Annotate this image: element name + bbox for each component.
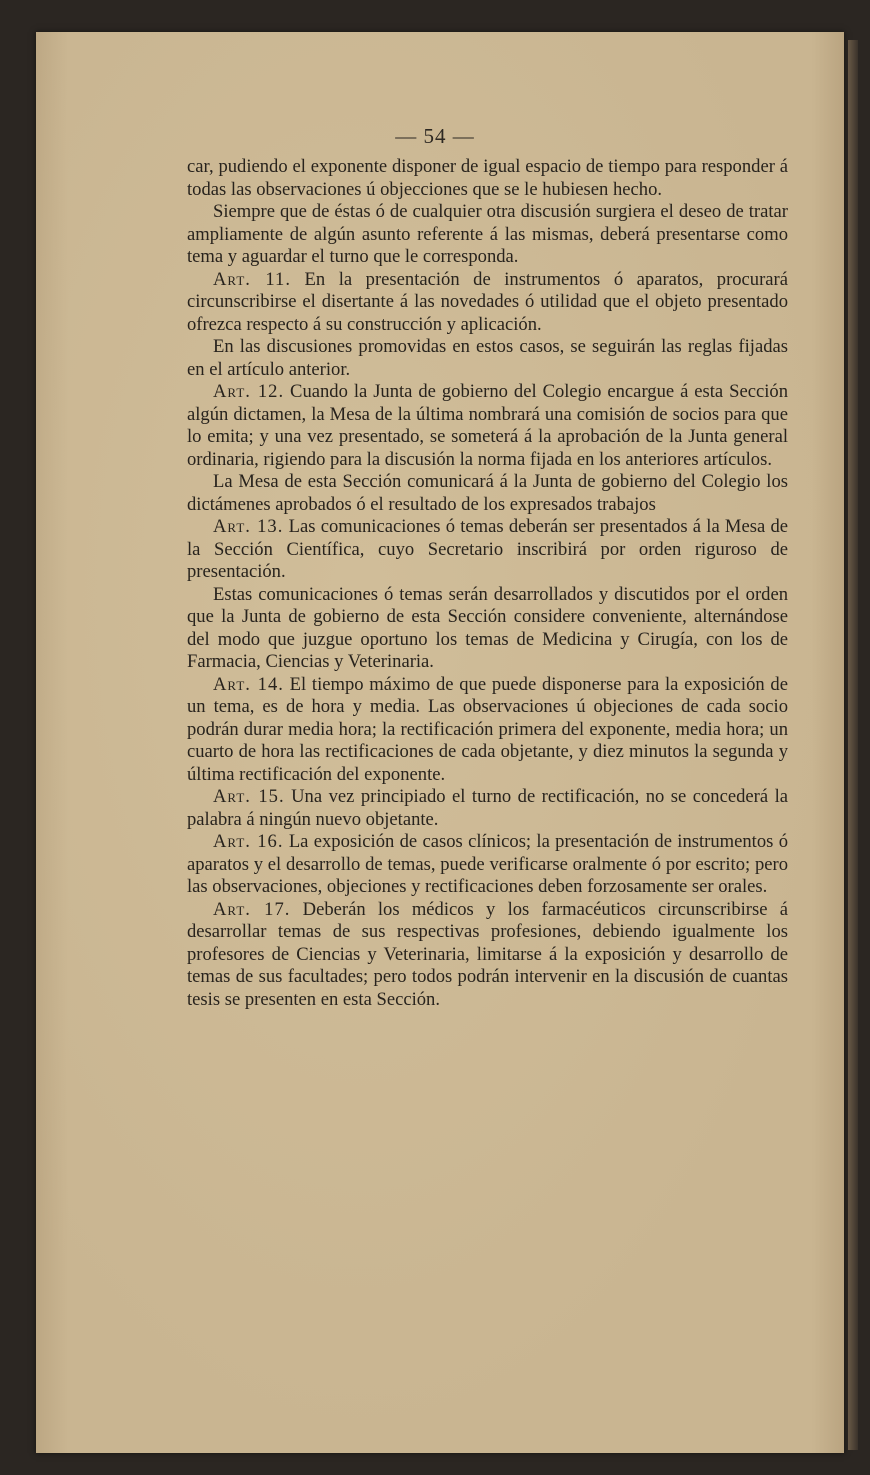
article-label: Art. 14. [213, 673, 284, 695]
paragraph [187, 471, 788, 516]
paragraph-text: En la presentación de instrumentos ó aparatos, procurará circunscribirse el disertante á las novedades ó utilidad que el objeto presentado ofrezca respecto á su construcción y aplicación. [187, 268, 788, 335]
paragraph [187, 381, 788, 471]
article-label: Art. 17. [213, 898, 291, 920]
paragraph-text: car, pudiendo el exponente disponer de igual espacio de tiempo para responder á todas las observaciones ú objecciones que se le hubiesen hecho. [187, 156, 788, 200]
paragraph [187, 156, 788, 201]
paragraph [187, 831, 788, 899]
page-number: — 54 — [395, 124, 475, 148]
paragraph [187, 201, 788, 269]
paragraph-text: Deberán los médicos y los farmacéuticos circunscribirse á desarrollar temas de sus respectivas profesiones, debiendo igualmente los profesores de Ciencias y Veterinaria, limitarse á la exposición y desarrollo de temas de sus facultades; pero todos podrán intervenir en la discusión de cuantas tesis se presenten en esta Sección. [187, 898, 788, 1010]
paragraph [187, 674, 788, 787]
paragraph [187, 899, 788, 1012]
paragraph [187, 269, 788, 337]
paragraph-text: Siempre que de éstas ó de cualquier otra discusión surgiera el deseo de tratar ampliamente de algún asunto referente á las mismas, deberá presentarse como tema y aguardar el turno que le corresponda. [187, 201, 788, 267]
paragraph-text: La exposición de casos clínicos; la presentación de instrumentos ó aparatos y el desarrollo de temas, puede verificarse oralmente ó por escrito; pero las observaciones, objeciones y rectificaciones deben forzosamente ser orales. [187, 831, 788, 897]
paragraph [187, 584, 788, 674]
article-label: Art. 16. [213, 831, 284, 852]
paragraph [187, 786, 788, 831]
paragraph [187, 336, 788, 381]
paragraph-text: Las comunicaciones ó temas deberán ser presentados á la Mesa de la Sección Científica, cuyo Secretario inscribirá por orden riguroso de presentación. [187, 516, 788, 582]
article-label: Art. 11. [213, 268, 291, 290]
paragraph-text: Estas comunicaciones ó temas serán desarrollados y discutidos por el orden que la Junta de gobierno de esta Sección considere conveniente, alternándose del modo que juzgue oportuno los temas de Medicina y Cirugía, con los de Farmacia, Ciencias y Veterinaria. [187, 583, 788, 672]
article-label: Art. 13. [213, 516, 284, 537]
article-label: Art. 12. [213, 381, 285, 402]
paragraph-text: Cuando la Junta de gobierno del Colegio encargue á esta Sección algún dictamen, la Mesa de la última nombrará una comisión de socios para que lo emita; y una vez presentado, se someterá á la aprobación de la Junta general ordinaria, rigiendo para la discusión la norma fijada en los anteriores artículos. [187, 381, 788, 470]
paragraph-text: La Mesa de esta Sección comunicará á la Junta de gobierno del Colegio los dictámenes aprobados ó el resultado de los expresados trabajos [187, 471, 788, 515]
paragraph-text: El tiempo máximo de que puede disponerse para la exposición de un tema, es de hora y media. Las observaciones ú objeciones de cada socio podrán durar media hora; la rectificación primera del exponente, media hora; un cuarto de hora las rectificaciones de cada objetante, y diez minutos la segunda y última rectificación del exponente. [187, 673, 788, 785]
body-text [187, 156, 788, 1011]
book-edge [848, 40, 858, 1450]
paragraph-text: Una vez principiado el turno de rectificación, no se concederá la palabra á ningún nuevo objetante. [187, 786, 788, 830]
article-label: Art. 15. [213, 786, 285, 807]
paragraph [187, 516, 788, 584]
paragraph-text: En las discusiones promovidas en estos casos, se seguirán las reglas fijadas en el artículo anterior. [187, 336, 788, 380]
